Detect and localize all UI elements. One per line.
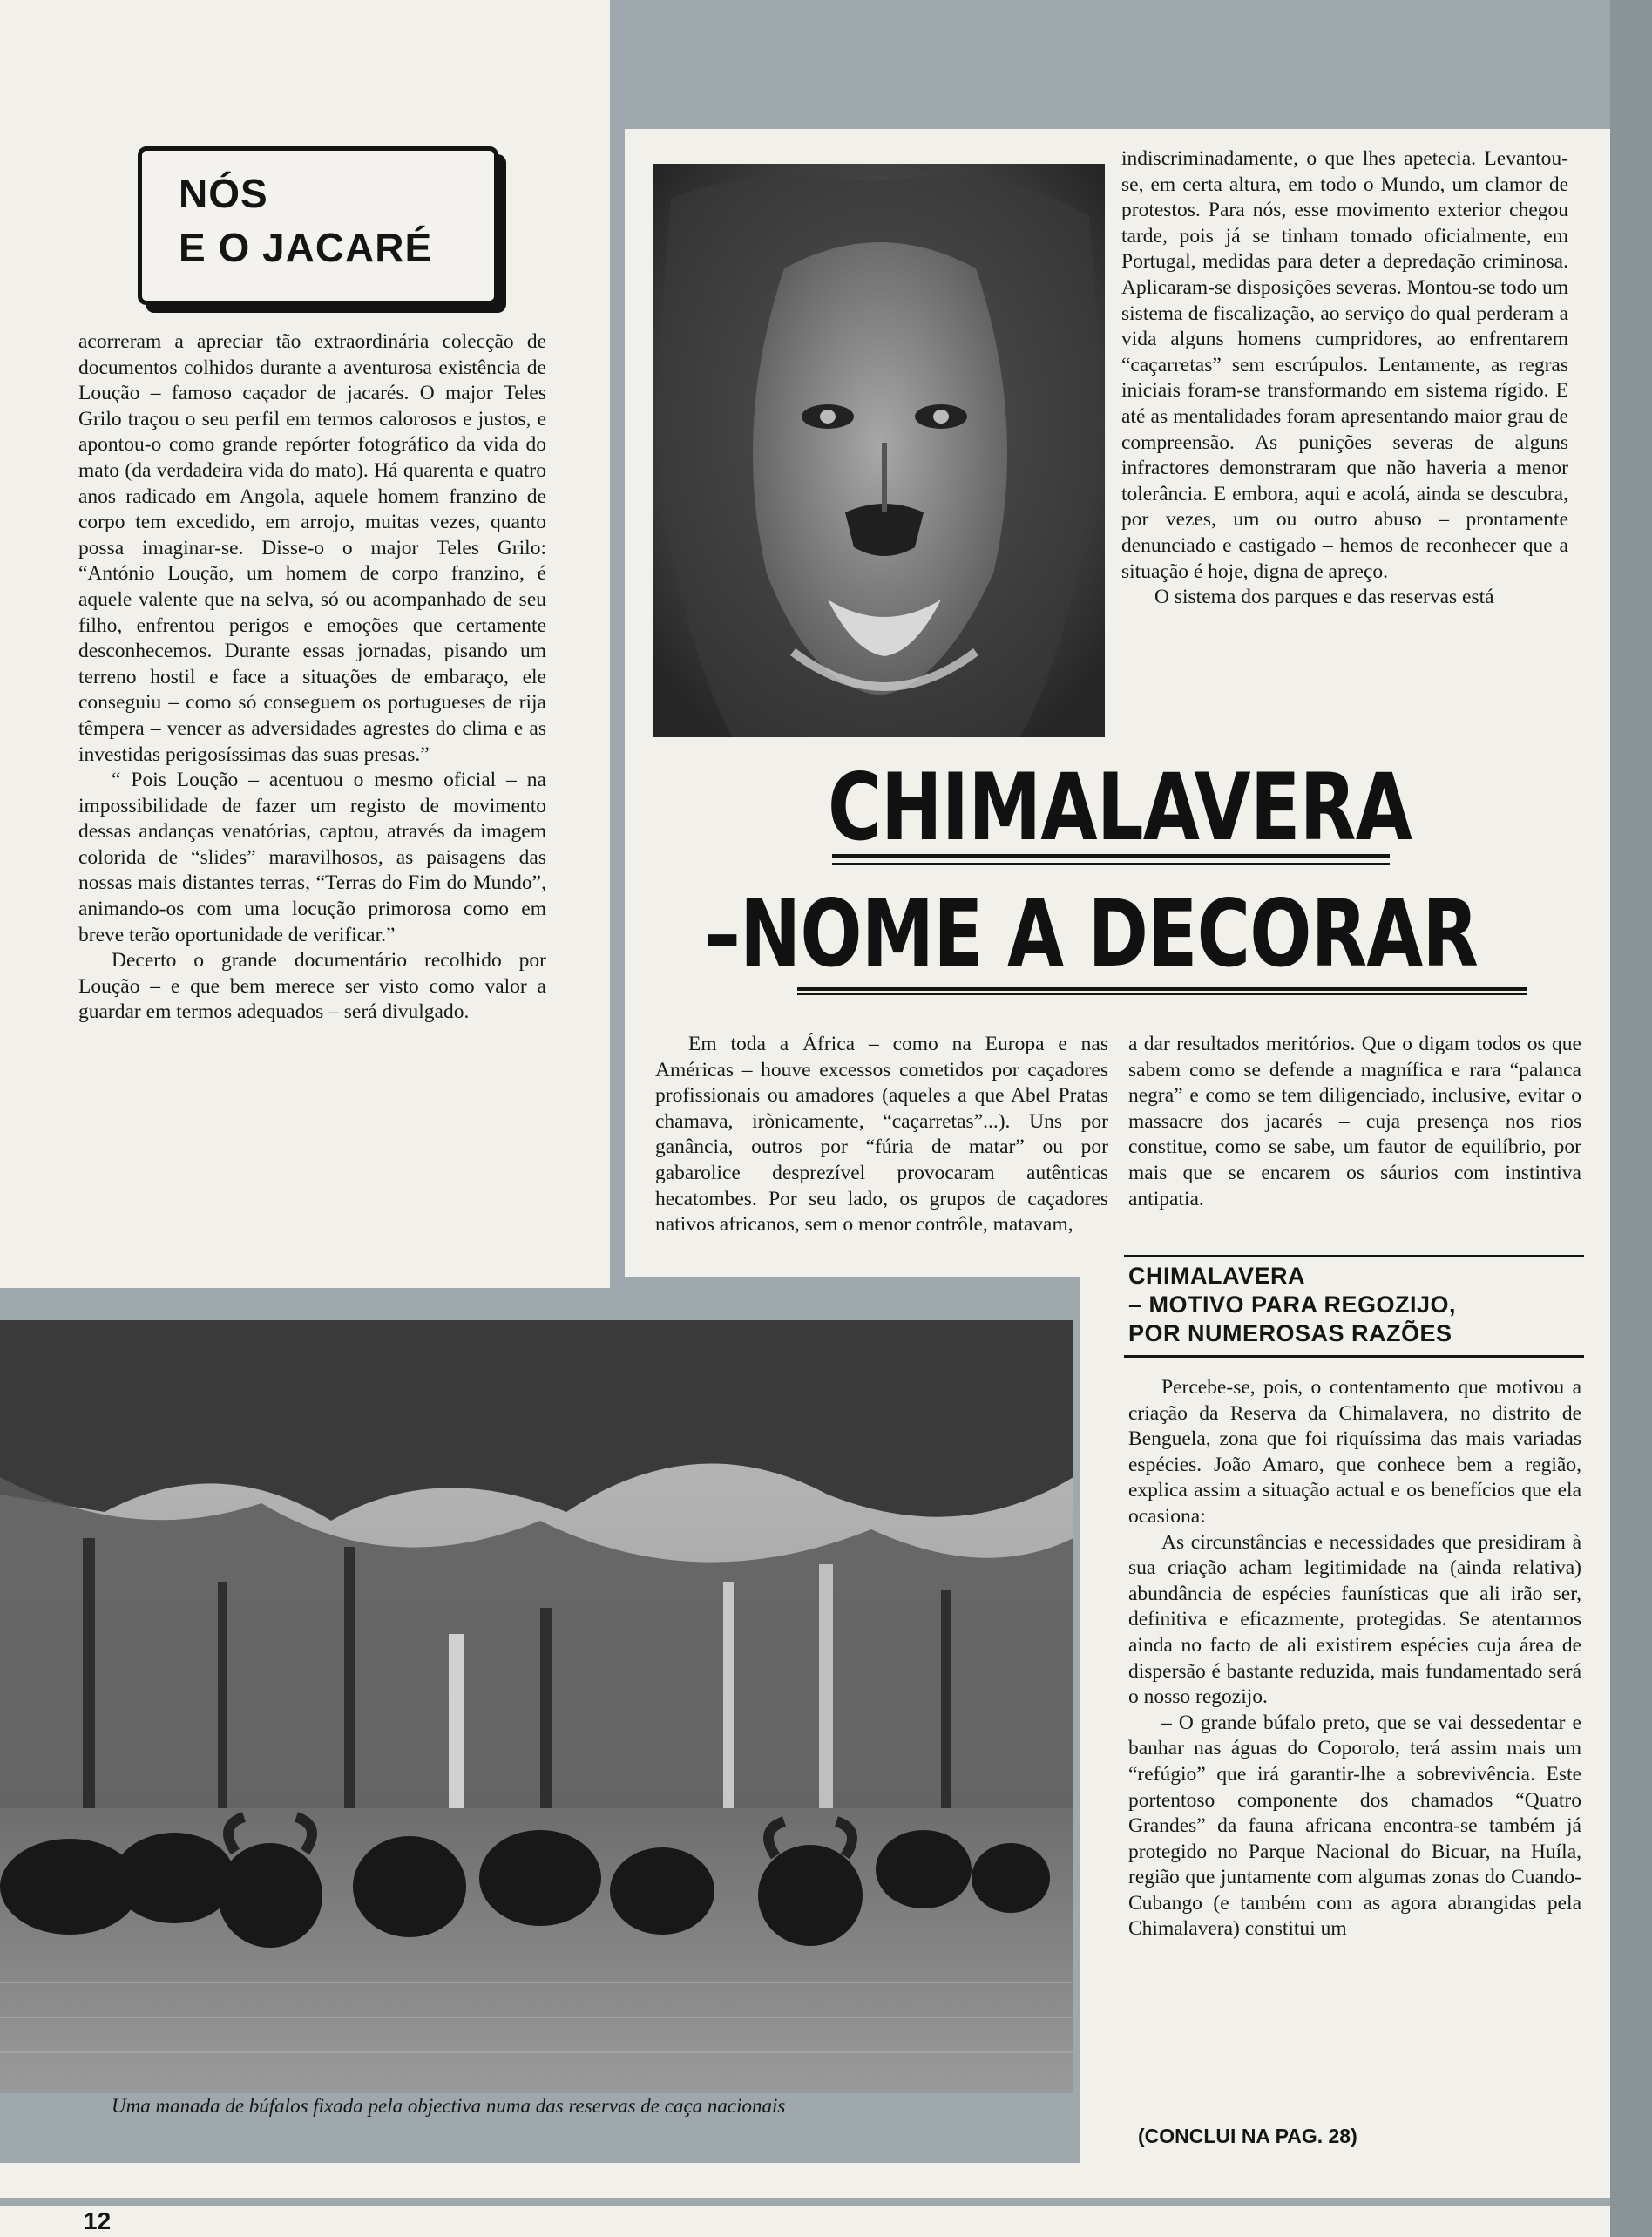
subhead-line: – MOTIVO PARA REGOZIJO, xyxy=(1128,1291,1457,1318)
page-number: 12 xyxy=(84,2207,112,2234)
article-mid-left-text xyxy=(655,1032,1108,1238)
headline-line1: CHIMALAVERA xyxy=(828,754,1412,861)
article-paragraph: a dar resultados meritórios. Que o digam todos os que sabem como se defende a magnífica e rara “palanca negra” e como se tem diligenciado, inclusive, evitar o massacre dos jacarés – cuja presença nos rios constitue, como se sabe, um fautor de equilíbrio, por mais que se encarem os sáurios com instintiva antipatia. xyxy=(1128,1033,1581,1210)
right-edge-shadow xyxy=(1610,0,1652,2237)
headline-rule-bottom xyxy=(797,987,1527,991)
sidebar-title-box xyxy=(138,146,498,305)
bottom-strip xyxy=(0,2163,1652,2198)
article-paragraph: As circunstâncias e necessidades que presidiram à sua criação acham legitimidade na (ainda relativa) abundância de espécies faunísticas que ali irão ser, definitiva e eficazmente, protegidas. Se atentarmos ainda no facto de ali existirem espécies cuja área de dispersão é bastante reduzida, mais fundamentado será o nosso regozijo. xyxy=(1128,1530,1581,1709)
subhead xyxy=(1128,1262,1581,1348)
sidebar-paragraph: acorreram a apreciar tão extraordinária colecção de documentos colhidos durante a aventurosa existência de Loução – famoso caçador de jacarés. O major Teles Grilo traçou o seu perfil em termos calorosos e justos, e apontou-o como grande repórter fotográfico da vida do mato (da verdadeira vida do mato). Há quarenta e quatro anos radicado em Angola, aquele homem franzino de corpo tem excedido, em arrojo, muitas vezes, quanto possa imaginar-se. Disse-o o major Teles Grilo: “António Loução, um homem de corpo franzino, é aquele valente que na selva, só ou acompanhado de seu filho, enfrentou perigos e emoções que certamente desconhecemos. Durante essas jornadas, pisando um terreno hostil e face a situações de embaraço, ele conseguiu – como só conseguem os portugueses de rija têmpera – vencer as adversidades agrestes do clima e as investidas perigosíssimas das suas presas.” xyxy=(78,330,546,766)
sidebar-title-line1: NÓS xyxy=(179,171,268,216)
sidebar-title-line2: E O JACARÉ xyxy=(179,225,433,270)
buffalo-image xyxy=(0,1320,1073,2093)
article-paragraph: – O grande búfalo preto, que se vai dessedentar e banhar nas águas do Coporolo, terá assim mais um “refúgio” que irá garantir-lhe a sobrevivência. Este portentoso componente dos chamados “Quatro Grandes” da fauna africana encontra-se também já protegido no Parque Nacional do Bicuar, na Huíla, região que juntamente com algumas zonas do Cuando-Cubango (e também com as agora abrangidas pela Chimalavera) constitui um xyxy=(1128,1711,1581,1941)
subhead-line: CHIMALAVERA xyxy=(1128,1263,1305,1289)
article-paragraph: Percebe-se, pois, o contentamento que motivou a criação da Reserva da Chimalavera, no distrito de Benguela, zona que foi riquíssima das mais variadas espécies. João Amaro, que conhece bem a região, explica assim a situação actual e os benefícios que ela ocasiona: xyxy=(1128,1376,1581,1528)
lion-photo xyxy=(653,164,1105,737)
article-mid-right-text xyxy=(1128,1032,1581,1212)
sidebar-paragraph: Decerto o grande documentário recolhido por Loução – e que bem merece ser visto como valor a guardar em termos adequados – será divulgado. xyxy=(78,949,546,1024)
buffalo-photo xyxy=(0,1320,1073,2093)
subhead-line: POR NUMEROSAS RAZÕES xyxy=(1128,1320,1452,1346)
subhead-rule-bottom xyxy=(1124,1355,1584,1358)
headline-line2: –NOME A DECORAR xyxy=(704,880,1479,987)
article-paragraph: Em toda a África – como na Europa e nas Américas – houve excessos cometidos por caçadores profissionais ou amadores (aqueles a que Abel Pratas chamava, irònicamente, “caçarretas”...). Uns por ganância, outros por “fúria de matar” ou por gabarolice desprezível provocaram autênticas hecatombes. Por seu lado, os grupos de caçadores nativos africanos, sem o menor contrôle, matavam, xyxy=(655,1033,1108,1237)
article-bottom-right-text xyxy=(1128,1375,1581,1942)
sidebar-paragraph: “ Pois Loução – acentuou o mesmo oficial – na impossibilidade de fazer um registo de movimento dessas andanças venatórias, captou, através da imagem colorida de “slides” maravilhosos, as paisagens das nossas mais distantes terras, “Terras do Fim do Mundo”, animando-os com uma locução primorosa como em breve terão oportunidade de verificar.” xyxy=(78,769,546,946)
headline-rule-mid xyxy=(832,863,1390,865)
photo-caption: Uma manada de búfalos fixada pela objectiva numa das reservas de caça nacionais xyxy=(112,2095,786,2117)
article-paragraph: indiscriminadamente, o que lhes apetecia. Levantou-se, em certa altura, em todo o Mundo, um clamor de protestos. Para nós, esse movimento exterior chegou tarde, pois já se tinham tomado oficialmente, em Portugal, medidas para deter a depredação criminosa. Aplicaram-se disposições severas. Montou-se todo um sistema de fiscalização, ao serviço do qual perderam a vida alguns homens cumpridores, ao enfrentarem “caçarretas” sem escrúpulos. Lentamente, as regras iniciais foram-se transformando em sistema rígido. E até as mentalidades foram apresentando maior grau de compreensão. As punições severas de alguns infractores demonstraram que não haveria a menor tolerância. E embora, aqui e acolá, ainda se descubra, por vezes, um ou outro abuso – prontamente denunciado e castigado – hemos de reconhecer que a situação é hoje, digna de apreço. xyxy=(1121,147,1568,583)
sidebar-text xyxy=(78,329,546,1026)
continued-note: (CONCLUI NA PAG. 28) xyxy=(1138,2125,1357,2147)
article-top-right-text xyxy=(1121,146,1568,611)
subhead-rule-top xyxy=(1124,1255,1584,1257)
lion-image xyxy=(653,164,1105,737)
headline-rule-bottom2 xyxy=(797,993,1527,995)
article-paragraph: O sistema dos parques e das reservas está xyxy=(1154,586,1494,609)
footer-strip xyxy=(0,2206,1652,2237)
